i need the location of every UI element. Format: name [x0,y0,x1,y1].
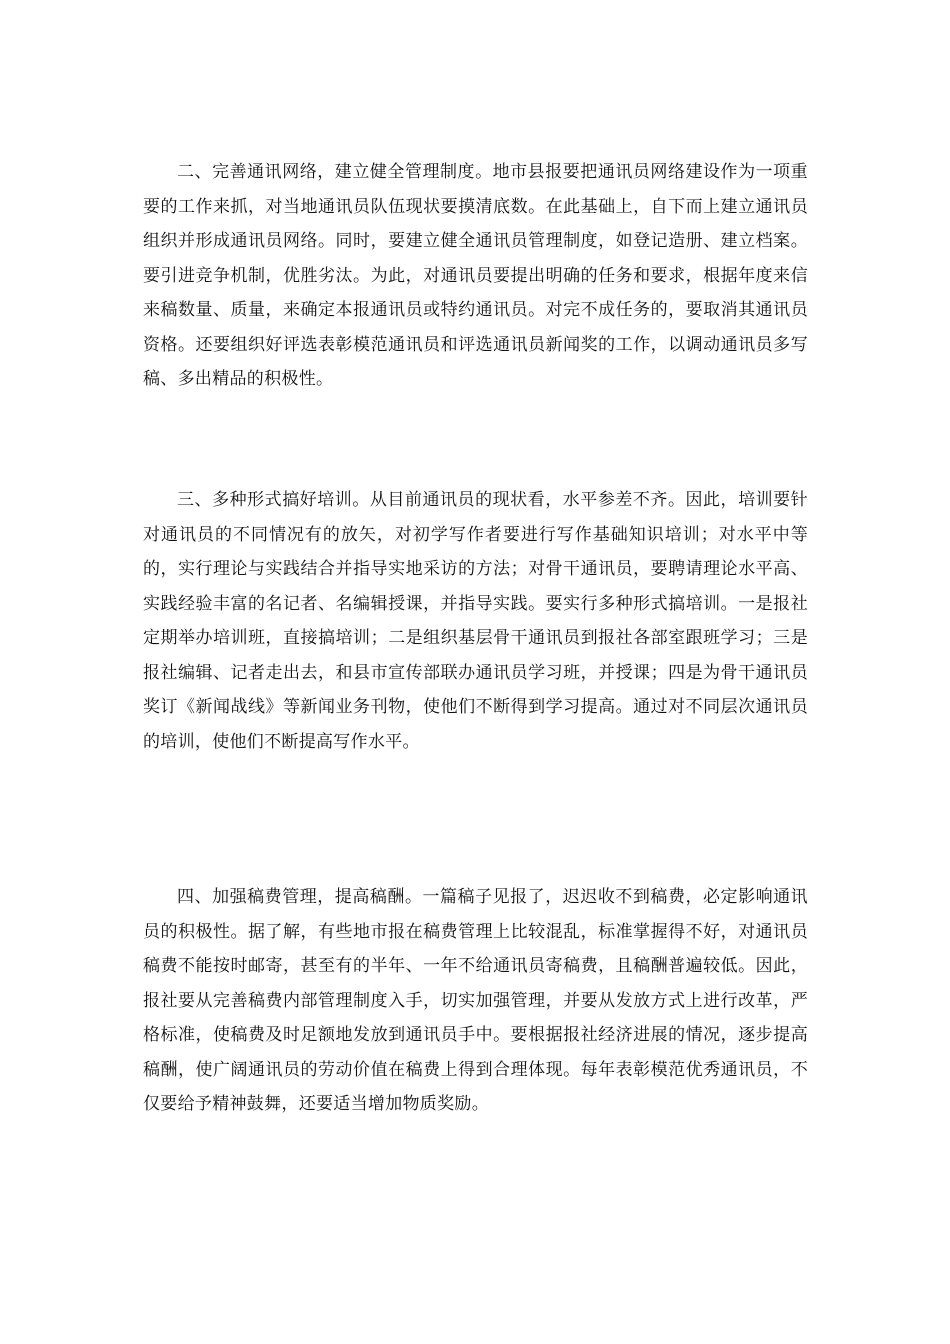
paragraph-training: 三、多种形式搞好培训。从目前通讯员的现状看，水平参差不齐。因此，培训要针对通讯员的不同情况有的放矢，对初学写作者要进行写作基础知识培训；对水平中等的，实行理论与实践结合并指导实地采访的方法；对骨干通讯员，要聘请理论水平高、实践经验丰富的名记者、名编辑授课，并指导实践。要实行多种形式搞培训。一是报社定期举办培训班，直接搞培训；二是组织基层骨干通讯员到报社各部室跟班学习；三是报社编辑、记者走出去，和县市宣传部联办通讯员学习班，并授课；四是为骨干通讯员奖订《新闻战线》等新闻业务刊物，使他们不断得到学习提高。通过对不同层次通讯员的培训，使他们不断提高写作水平。 [143,490,808,752]
paragraph-fee-management: 四、加强稿费管理，提高稿酬。一篇稿子见报了，迟迟收不到稿费，必定影响通讯员的积极性。据了解，有些地市报在稿费管理上比较混乱，标准掌握得不好，对通讯员稿费不能按时邮寄，甚至有的半年、一年不给通讯员寄稿费，且稿酬普遍较低。因此，报社要从完善稿费内部管理制度入手，切实加强管理，并要从发放方式上进行改革，严格标准，使稿费及时足额地发放到通讯员手中。要根据报社经济进展的情况，逐步提高稿酬，使广阔通讯员的劳动价值在稿费上得到合理体现。每年表彰模范优秀通讯员，不仅要给予精神鼓舞，还要适当增加物质奖励。 [143,887,808,1114]
paragraph-network-management: 二、完善通讯网络，建立健全管理制度。地市县报要把通讯员网络建设作为一项重要的工作来抓，对当地通讯员队伍现状要摸清底数。在此基础上，自下而上建立通讯员组织并形成通讯员网络。同时，要建立健全通讯员管理制度，如登记造册、建立档案。要引进竞争机制，优胜劣汰。为此，对通讯员要提出明确的任务和要求，根据年度来信来稿数量、质量，来确定本报通讯员或特约通讯员。对完不成任务的，要取消其通讯员资格。还要组织好评选表彰模范通讯员和评选通讯员新闻奖的工作，以调动通讯员多写稿、多出精品的积极性。 [143,162,808,389]
